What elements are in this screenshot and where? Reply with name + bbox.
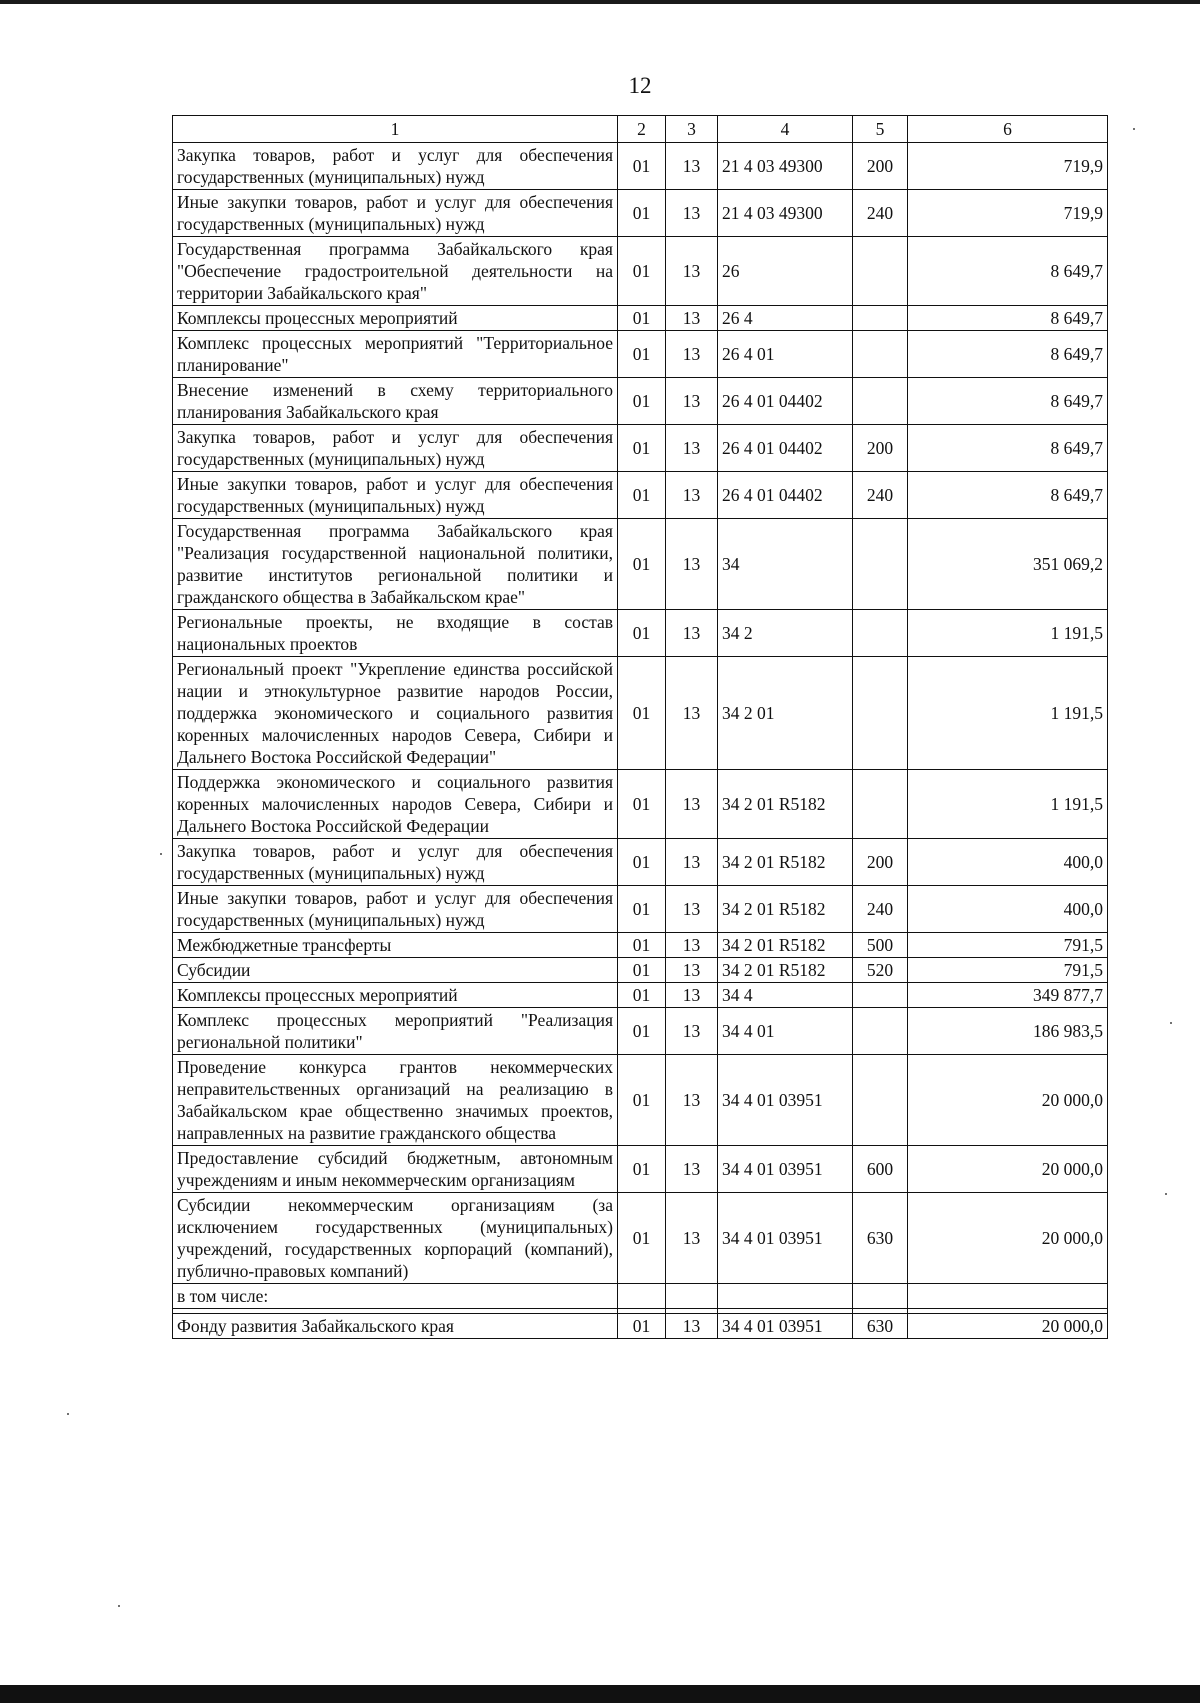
row-col2-cell: 01 xyxy=(618,886,666,933)
scan-edge-top xyxy=(0,0,1200,4)
row-name-cell: Региональные проекты, не входящие в состав национальных проектов xyxy=(173,610,618,657)
row-col3-cell: 13 xyxy=(666,519,718,610)
row-code-cell: 21 4 03 49300 xyxy=(718,190,853,237)
row-col5-cell: 200 xyxy=(853,143,908,190)
row-code-cell xyxy=(718,1284,853,1309)
row-col3-cell: 13 xyxy=(666,331,718,378)
row-col2-cell: 01 xyxy=(618,770,666,839)
column-header-5: 5 xyxy=(853,116,908,143)
row-name-cell: Поддержка экономического и социального развития коренных малочисленных народов Севера, Сибири и Дальнего Востока Российской Федерации xyxy=(173,770,618,839)
row-code-cell: 34 2 01 R5182 xyxy=(718,839,853,886)
row-code-cell: 34 4 01 03951 xyxy=(718,1055,853,1146)
table-row xyxy=(173,306,1108,331)
column-header-1: 1 xyxy=(173,116,618,143)
row-col3-cell: 13 xyxy=(666,1008,718,1055)
row-amount-cell: 1 191,5 xyxy=(908,610,1108,657)
row-col2-cell: 01 xyxy=(618,331,666,378)
row-col3-cell: 13 xyxy=(666,933,718,958)
row-col2-cell: 01 xyxy=(618,190,666,237)
row-col5-cell xyxy=(853,237,908,306)
table-row xyxy=(173,983,1108,1008)
column-header-4: 4 xyxy=(718,116,853,143)
row-amount-cell: 20 000,0 xyxy=(908,1055,1108,1146)
table-row xyxy=(173,770,1108,839)
row-col5-cell: 240 xyxy=(853,190,908,237)
table-row xyxy=(173,1193,1108,1284)
row-amount-cell: 20 000,0 xyxy=(908,1146,1108,1193)
row-amount-cell: 719,9 xyxy=(908,143,1108,190)
table-row xyxy=(173,958,1108,983)
row-name-cell: Субсидии xyxy=(173,958,618,983)
budget-table-body xyxy=(173,116,1108,1339)
row-col5-cell: 600 xyxy=(853,1146,908,1193)
row-code-cell: 34 4 01 03951 xyxy=(718,1146,853,1193)
page-number: 12 xyxy=(628,73,652,98)
row-col3-cell: 13 xyxy=(666,770,718,839)
row-col2-cell: 01 xyxy=(618,657,666,770)
table-row xyxy=(173,610,1108,657)
table-row xyxy=(173,657,1108,770)
row-col2-cell xyxy=(618,1284,666,1309)
table-row xyxy=(173,1055,1108,1146)
row-col3-cell xyxy=(666,1284,718,1309)
column-header-6: 6 xyxy=(908,116,1108,143)
row-col5-cell: 200 xyxy=(853,839,908,886)
row-amount-cell: 791,5 xyxy=(908,958,1108,983)
row-code-cell: 34 4 01 03951 xyxy=(718,1314,853,1339)
row-name-cell: Межбюджетные трансферты xyxy=(173,933,618,958)
row-name-cell: Проведение конкурса грантов некоммерческих неправительственных организаций на реализацию в Забайкальском крае общественно значимых проектов, направленных на развитие гражданского общества xyxy=(173,1055,618,1146)
row-amount-cell: 791,5 xyxy=(908,933,1108,958)
row-name-cell: Государственная программа Забайкальского края "Обеспечение градостроительной деятельности на территории Забайкальского края" xyxy=(173,237,618,306)
table-row xyxy=(173,331,1108,378)
row-code-cell: 26 4 01 04402 xyxy=(718,378,853,425)
row-col5-cell xyxy=(853,770,908,839)
row-code-cell: 21 4 03 49300 xyxy=(718,143,853,190)
table-row xyxy=(173,143,1108,190)
row-name-cell: Иные закупки товаров, работ и услуг для обеспечения государственных (муниципальных) нужд xyxy=(173,472,618,519)
scan-speck xyxy=(160,853,162,855)
row-col2-cell: 01 xyxy=(618,519,666,610)
row-col3-cell: 13 xyxy=(666,839,718,886)
row-code-cell: 26 4 xyxy=(718,306,853,331)
row-col2-cell: 01 xyxy=(618,933,666,958)
row-amount-cell: 8 649,7 xyxy=(908,425,1108,472)
row-col3-cell: 13 xyxy=(666,1055,718,1146)
row-amount-cell: 8 649,7 xyxy=(908,331,1108,378)
row-col3-cell: 13 xyxy=(666,657,718,770)
row-col3-cell: 13 xyxy=(666,958,718,983)
row-col5-cell xyxy=(853,983,908,1008)
row-name-cell: Государственная программа Забайкальского края "Реализация государственной национальной политики, развитие институтов региональной политики и гражданского общества в Забайкальском крае" xyxy=(173,519,618,610)
row-amount-cell xyxy=(908,1284,1108,1309)
row-name-cell: Комплексы процессных мероприятий xyxy=(173,983,618,1008)
row-amount-cell: 1 191,5 xyxy=(908,657,1108,770)
scan-speck xyxy=(1165,1193,1167,1195)
row-name-cell: Закупка товаров, работ и услуг для обеспечения государственных (муниципальных) нужд xyxy=(173,425,618,472)
row-name-cell: Предоставление субсидий бюджетным, автономным учреждениям и иным некоммерческим организациям xyxy=(173,1146,618,1193)
row-col5-cell xyxy=(853,331,908,378)
row-col2-cell: 01 xyxy=(618,983,666,1008)
table-row xyxy=(173,237,1108,306)
row-code-cell: 34 4 01 03951 xyxy=(718,1193,853,1284)
row-col2-cell: 01 xyxy=(618,1008,666,1055)
table-row xyxy=(173,472,1108,519)
table-row xyxy=(173,886,1108,933)
row-col2-cell: 01 xyxy=(618,1146,666,1193)
row-col5-cell: 630 xyxy=(853,1193,908,1284)
row-code-cell: 34 2 01 R5182 xyxy=(718,886,853,933)
column-number-row xyxy=(173,116,1108,143)
row-col2-cell: 01 xyxy=(618,425,666,472)
row-amount-cell: 719,9 xyxy=(908,190,1108,237)
row-col2-cell: 01 xyxy=(618,378,666,425)
row-code-cell: 26 4 01 04402 xyxy=(718,425,853,472)
row-amount-cell: 8 649,7 xyxy=(908,306,1108,331)
row-amount-cell: 400,0 xyxy=(908,886,1108,933)
table-row xyxy=(173,933,1108,958)
budget-table xyxy=(172,115,1108,1339)
table-row xyxy=(173,519,1108,610)
table-row xyxy=(173,1284,1108,1309)
row-amount-cell: 186 983,5 xyxy=(908,1008,1108,1055)
row-col5-cell xyxy=(853,519,908,610)
row-amount-cell: 351 069,2 xyxy=(908,519,1108,610)
row-amount-cell: 20 000,0 xyxy=(908,1193,1108,1284)
row-col3-cell: 13 xyxy=(666,1193,718,1284)
row-name-cell: Комплекс процессных мероприятий "Территориальное планирование" xyxy=(173,331,618,378)
table-row xyxy=(173,1008,1108,1055)
column-header-2: 2 xyxy=(618,116,666,143)
row-name-cell: Иные закупки товаров, работ и услуг для обеспечения государственных (муниципальных) нужд xyxy=(173,886,618,933)
table-row xyxy=(173,425,1108,472)
row-name-cell: Субсидии некоммерческим организациям (за исключением государственных (муниципальных) учреждений, государственных корпораций (компаний), публично-правовых компаний) xyxy=(173,1193,618,1284)
scan-speck xyxy=(118,1605,120,1607)
row-amount-cell: 8 649,7 xyxy=(908,378,1108,425)
row-col3-cell: 13 xyxy=(666,143,718,190)
row-col5-cell: 500 xyxy=(853,933,908,958)
row-amount-cell: 8 649,7 xyxy=(908,237,1108,306)
table-row-final xyxy=(173,1314,1108,1339)
row-col5-cell xyxy=(853,610,908,657)
row-code-cell: 34 2 01 R5182 xyxy=(718,770,853,839)
row-col2-cell: 01 xyxy=(618,839,666,886)
row-col2-cell: 01 xyxy=(618,143,666,190)
row-code-cell: 34 xyxy=(718,519,853,610)
table-row xyxy=(173,839,1108,886)
row-name-cell: Закупка товаров, работ и услуг для обеспечения государственных (муниципальных) нужд xyxy=(173,839,618,886)
row-code-cell: 26 4 01 04402 xyxy=(718,472,853,519)
row-name-cell: Иные закупки товаров, работ и услуг для обеспечения государственных (муниципальных) нужд xyxy=(173,190,618,237)
table-row xyxy=(173,190,1108,237)
row-col3-cell: 13 xyxy=(666,1314,718,1339)
row-col3-cell: 13 xyxy=(666,886,718,933)
row-name-cell: в том числе: xyxy=(173,1284,618,1309)
row-code-cell: 34 2 01 xyxy=(718,657,853,770)
row-col2-cell: 01 xyxy=(618,610,666,657)
row-name-cell: Региональный проект "Укрепление единства российской нации и этнокультурное развитие народов России, поддержка экономического и социального развития коренных малочисленных народов Севера, Сибири и Дальнего Востока Российской Федерации" xyxy=(173,657,618,770)
row-col5-cell: 200 xyxy=(853,425,908,472)
row-amount-cell: 1 191,5 xyxy=(908,770,1108,839)
table-row xyxy=(173,1146,1108,1193)
row-code-cell: 26 4 01 xyxy=(718,331,853,378)
row-name-cell: Фонду развития Забайкальского края xyxy=(173,1314,618,1339)
row-col2-cell: 01 xyxy=(618,306,666,331)
column-header-3: 3 xyxy=(666,116,718,143)
row-col5-cell xyxy=(853,1284,908,1309)
row-col3-cell: 13 xyxy=(666,425,718,472)
row-col3-cell: 13 xyxy=(666,610,718,657)
row-col5-cell xyxy=(853,378,908,425)
row-col3-cell: 13 xyxy=(666,1146,718,1193)
scan-speck xyxy=(67,1413,69,1415)
row-col2-cell: 01 xyxy=(618,1055,666,1146)
row-amount-cell: 20 000,0 xyxy=(908,1314,1108,1339)
row-name-cell: Внесение изменений в схему территориального планирования Забайкальского края xyxy=(173,378,618,425)
row-amount-cell: 349 877,7 xyxy=(908,983,1108,1008)
row-name-cell: Комплекс процессных мероприятий "Реализация региональной политики" xyxy=(173,1008,618,1055)
row-col5-cell: 240 xyxy=(853,472,908,519)
row-code-cell: 34 2 xyxy=(718,610,853,657)
row-col3-cell: 13 xyxy=(666,472,718,519)
row-col3-cell: 13 xyxy=(666,378,718,425)
row-amount-cell: 400,0 xyxy=(908,839,1108,886)
row-col2-cell: 01 xyxy=(618,1193,666,1284)
row-col3-cell: 13 xyxy=(666,237,718,306)
row-col5-cell xyxy=(853,657,908,770)
row-code-cell: 34 2 01 R5182 xyxy=(718,958,853,983)
row-name-cell: Закупка товаров, работ и услуг для обеспечения государственных (муниципальных) нужд xyxy=(173,143,618,190)
scan-speck xyxy=(1170,1022,1172,1024)
row-amount-cell: 8 649,7 xyxy=(908,472,1108,519)
row-col2-cell: 01 xyxy=(618,472,666,519)
row-col2-cell: 01 xyxy=(618,237,666,306)
row-col2-cell: 01 xyxy=(618,1314,666,1339)
scan-edge-bottom xyxy=(0,1685,1200,1703)
row-code-cell: 34 2 01 R5182 xyxy=(718,933,853,958)
row-col5-cell: 240 xyxy=(853,886,908,933)
row-col5-cell xyxy=(853,1055,908,1146)
row-code-cell: 26 xyxy=(718,237,853,306)
row-name-cell: Комплексы процессных мероприятий xyxy=(173,306,618,331)
row-code-cell: 34 4 01 xyxy=(718,1008,853,1055)
row-col5-cell xyxy=(853,306,908,331)
row-col5-cell: 630 xyxy=(853,1314,908,1339)
row-col3-cell: 13 xyxy=(666,306,718,331)
row-col5-cell: 520 xyxy=(853,958,908,983)
row-col5-cell xyxy=(853,1008,908,1055)
scan-speck xyxy=(1133,128,1135,130)
row-col2-cell: 01 xyxy=(618,958,666,983)
table-row xyxy=(173,378,1108,425)
row-col3-cell: 13 xyxy=(666,190,718,237)
row-col3-cell: 13 xyxy=(666,983,718,1008)
row-code-cell: 34 4 xyxy=(718,983,853,1008)
